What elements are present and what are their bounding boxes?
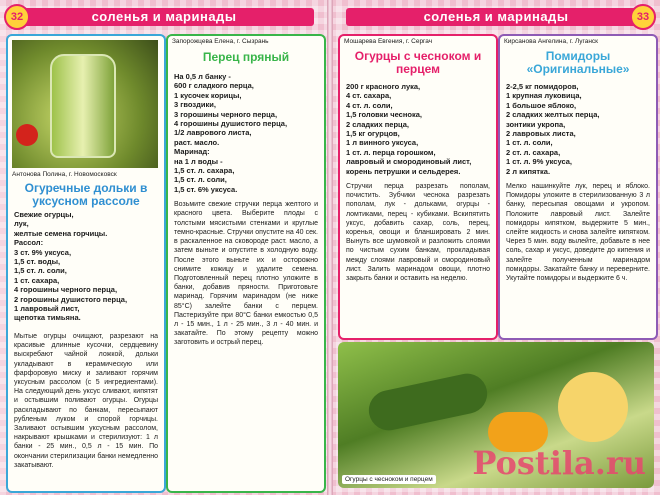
recipe-instructions: Стручки перца разрезать пополам, почистить. Зубчики чеснока разрезать пополам, лук - дольками, огурцы - ломтиками, перец - кубиками. Вскипятить уксус, добавить сахар, соль, перец, коренья, овощи и бланшировать 2 мин. Вынуть все шумовкой и разложить слоями по чистым сухим банкам, прокладывая между слоями лавровый и смородиновый лист. Залить маринадом овощи, плотно закрыть банки и оставить на неделю. xyxy=(346,183,490,283)
recipe-card-cucumber-slices xyxy=(6,34,166,493)
page-header: соленья и маринады xyxy=(346,8,646,26)
jar-photo xyxy=(12,40,158,168)
ingredients-list: Свежие огурцы, лук, желтые семена горчицы. Рассол: 3 ст. 9% уксуса, 1,5 ст. воды, 1,5 ст. л. соли, 1 ст. сахара, 4 горошины черного перца, 2 горошины душистого перца, 1 лавровый лист, щепотка тимьяна. xyxy=(14,210,128,323)
recipe-card-original-tomatoes xyxy=(498,34,658,340)
ingredients-list: 2-2,5 кг помидоров, 1 крупная луковица, 1 большое яблоко, 2 сладких желтых перца, зонтики укропа, 2 лавровых листа, 1 ст. л. соли, 2 ст. л. сахара, 1 ст. л. 9% уксуса, 2 л кипятка. xyxy=(506,82,600,176)
tomato-icon xyxy=(16,124,38,146)
ingredients-list: На 0,5 л банку - 600 г сладкого перца, 1 кусочек корицы, 3 гвоздики, 3 горошины черного перца, 4 горошины душистого перца, 1/2 лаврового листа, раст. масло. Маринад: на 1 л воды - 1,5 ст. л. сахара, 1,5 ст. л. соли, 1,5 ст. 6% уксуса. xyxy=(174,72,288,194)
recipe-instructions: Мелко нашинкуйте лук, перец и яблоко. Помидоры уложите в стерилизованную 3 л банку, пересыпая овощами и укропом. Положите лавровый лист. Залейте помидоры кипятком, выдержите 5 мин., слейте жидкость и снова залейте кипятком. Через 5 мин. воду вылейте, добавьте в нее соль, сахар и уксус, доведите до кипения и залейте полученным маринадом помидоры. Закатайте банку и переверните. Укутайте помидоры и выдержите 6 ч. xyxy=(506,183,650,283)
recipe-instructions: Мытые огурцы очищают, разрезают на красивые длинные кусочки, сердцевину выскребают чайной ложкой, дольки укладывают в керамическую или фарфоровую миску и заливают горячим уксусным рассолом (с 5 ингредиентами). На следующий день уксус сливают, кипятят и остывшим поливают огурцы. Огурцы раскладывают по банкам, пересыпают рубленым луком и спорой горчицы. Заливают остывшим уксусным рассолом, накрывают крышками и стерилизуют: 1 л банки - 25 мин., 0,5 л - 15 мин. По окончании стерилизации банки немедленно закатывают. xyxy=(14,333,158,469)
recipe-instructions: Возьмите свежие стручки перца желтого и красного цвета. Выберите плоды с толстыми мясистыми стенками и круглые темно-красные. Стручки опустите на 40 сек. в раскаленное на сковороде раст. масло, а затем выньте и опустите в холодную воду. После этого выньте их и осторожно снимите кожицу и удалите семена. Подготовленный перец плотно уложите в банки, добавив пряности. Приготовьте маринад. Горячим маринадом (не ниже 85°С) залейте банки с перцем. Пастеризуйте при 80°С банки емкостью 0,5 л - 15 мин., 1 л - 25 мин., 3 л - 40 мин. и закатайте. По этому рецепту можно заготовить и острый перец. xyxy=(174,201,318,347)
recipe-author: Кирсанова Ангелина, г. Луганск xyxy=(504,38,598,45)
cucumber-icon xyxy=(365,370,491,434)
photo-caption: Огурцы с чесноком и перцем xyxy=(342,475,436,484)
page-number-left: 32 xyxy=(4,4,30,30)
cucumbers-photo xyxy=(338,342,654,488)
recipe-card-garlic-cucumbers xyxy=(338,34,498,340)
recipe-title: Огуречные дольки в уксусном рассоле xyxy=(24,181,148,208)
recipe-title: Огурцы с чесноком и перцем xyxy=(354,49,482,76)
recipe-title: Перец пряный xyxy=(202,50,290,64)
postila-watermark: Postila.ru xyxy=(472,444,646,482)
page-number-right: 33 xyxy=(630,4,656,30)
pickle-jar-icon xyxy=(50,54,116,158)
recipe-author: Антонова Полина, г. Новомосковск xyxy=(12,171,117,178)
recipe-author: Мошарева Евгения, г. Сергач xyxy=(344,38,433,45)
nasturtium-flower-icon xyxy=(558,372,628,442)
right-page xyxy=(332,0,660,495)
page-header: соленья и маринады xyxy=(14,8,314,26)
recipe-title: Помидоры «Оригинальные» xyxy=(526,49,630,76)
left-page xyxy=(0,0,328,495)
ingredients-list: 200 г красного лука, 4 ст. сахара, 4 ст. л. соли, 1,5 головки чеснока, 2 сладких перца, 1,5 кг огурцов, 1 л винного уксуса, 1 ст. л. перца горошком, лавровый и смородиновый лист, корень петрушки и сельдерея. xyxy=(346,82,472,176)
recipe-author: Запорожцева Елена, г. Сызрань xyxy=(172,38,269,45)
recipe-card-spicy-pepper xyxy=(166,34,326,493)
